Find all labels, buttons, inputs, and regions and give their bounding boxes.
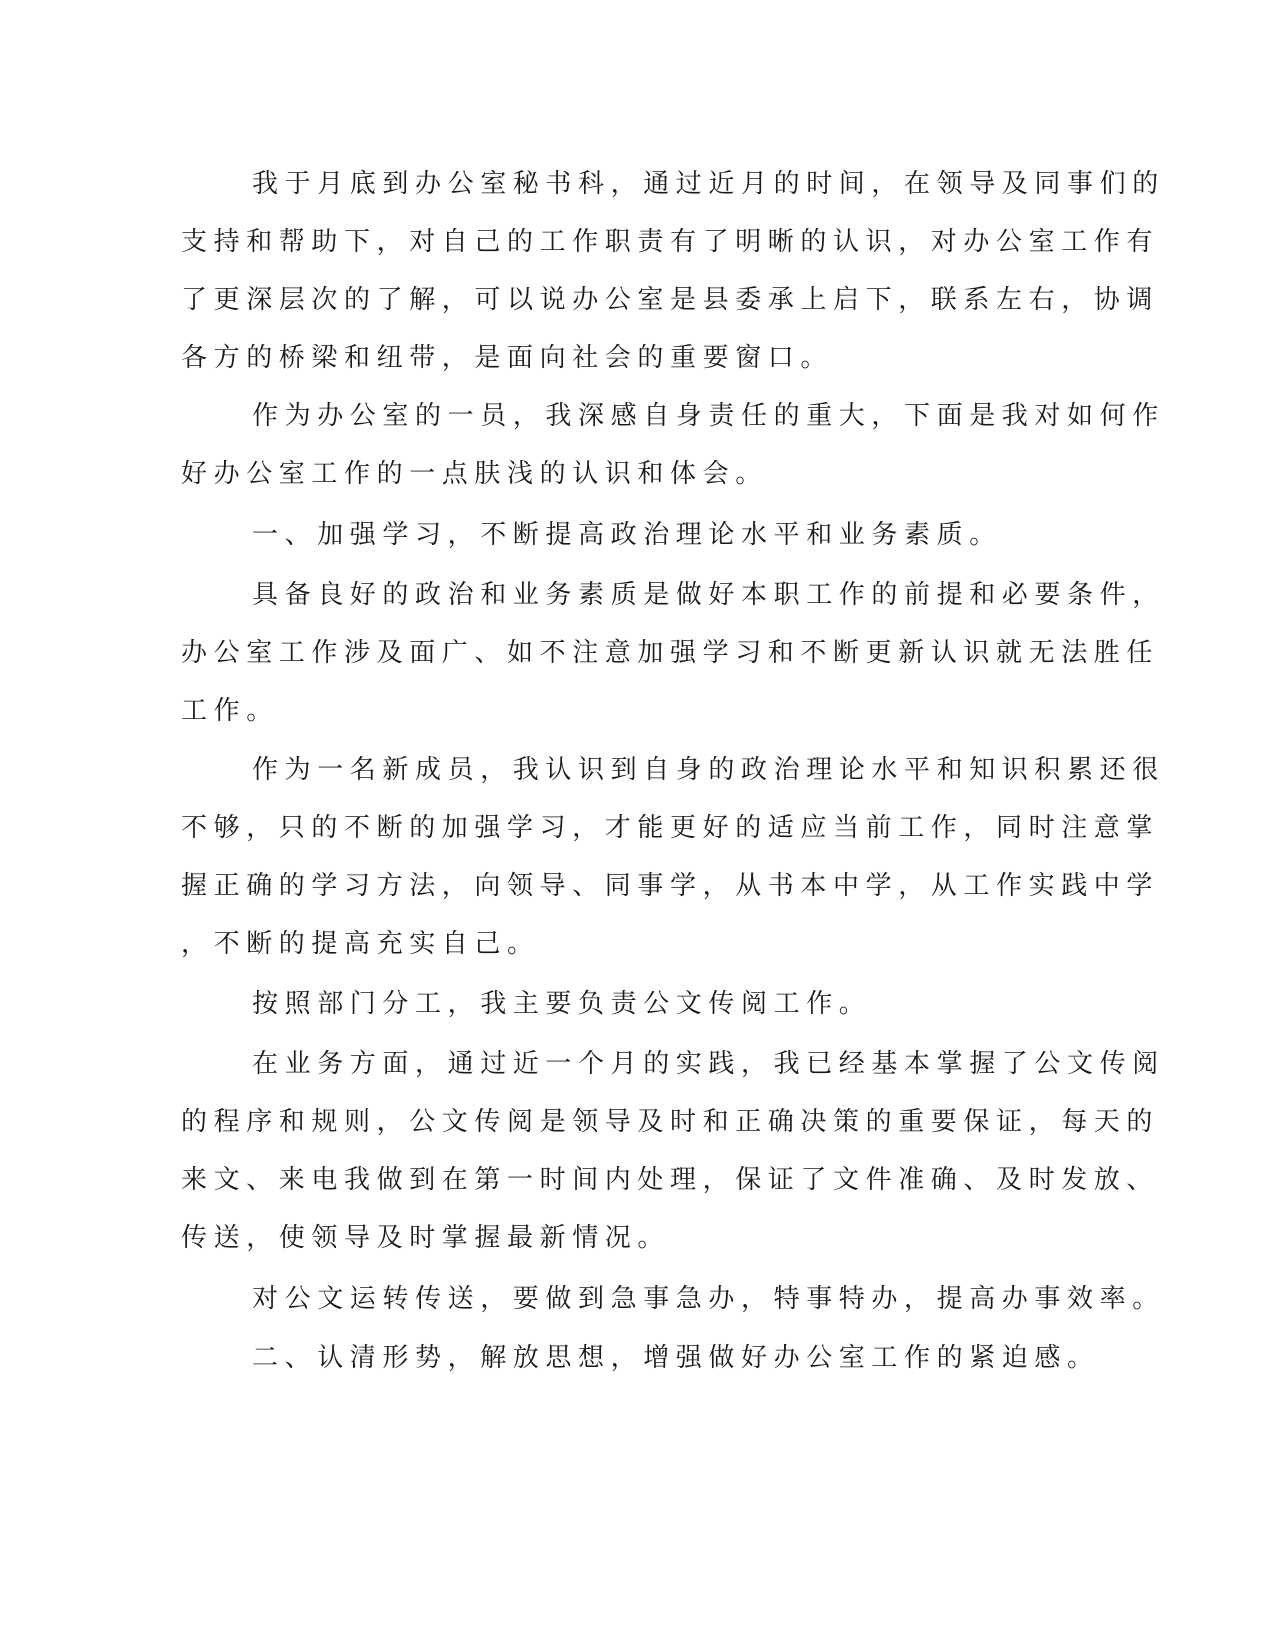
text-line: 在业务方面，通过近一个月的实践，我已经基本掌握了公文传阅 xyxy=(252,1049,1165,1079)
text-line: 来文、来电我做到在第一时间内处理，保证了文件准确、及时发放、 xyxy=(181,1165,1160,1195)
text-line: 不够，只的不断的加强学习，才能更好的适应当前工作，同时注意掌 xyxy=(181,813,1160,843)
text-line: 作为一名新成员，我认识到自身的政治理论水平和知识积累还很 xyxy=(252,755,1165,785)
text-line: 的程序和规则，公文传阅是领导及时和正确决策的重要保证，每天的 xyxy=(181,1107,1160,1137)
text-line: 具备良好的政治和业务素质是做好本职工作的前提和必要条件， xyxy=(252,580,1165,610)
text-line: 了更深层次的了解，可以说办公室是县委承上启下，联系左右，协调 xyxy=(181,285,1160,315)
text-line: 办公室工作涉及面广、如不注意加强学习和不断更新认识就无法胜任 xyxy=(181,638,1160,668)
text-line: 按照部门分工，我主要负责公文传阅工作。 xyxy=(252,989,872,1019)
text-line: 工作。 xyxy=(181,696,279,726)
text-line: 好办公室工作的一点肤浅的认识和体会。 xyxy=(181,459,768,489)
text-line: 各方的桥梁和纽带，是面向社会的重要窗口。 xyxy=(181,343,834,373)
text-line: 传送，使领导及时掌握最新情况。 xyxy=(181,1223,671,1253)
text-line: 对公文运转传送，要做到急事急办，特事特办，提高办事效率。 xyxy=(252,1284,1165,1314)
text-line: 握正确的学习方法，向领导、同事学，从书本中学，从工作实践中学 xyxy=(181,871,1160,901)
section-heading-2: 二、认清形势，解放思想，增强做好办公室工作的紧迫感。 xyxy=(252,1343,1100,1373)
text-line: ，不断的提高充实自己。 xyxy=(181,929,540,959)
text-line: 支持和帮助下，对自己的工作职责有了明晰的认识，对办公室工作有 xyxy=(181,227,1160,257)
text-line: 我于月底到办公室秘书科，通过近月的时间，在领导及同事们的 xyxy=(252,169,1165,199)
text-line: 作为办公室的一员，我深感自身责任的重大，下面是我对如何作 xyxy=(252,401,1165,431)
section-heading-1: 一、加强学习，不断提高政治理论水平和业务素质。 xyxy=(252,520,1002,550)
